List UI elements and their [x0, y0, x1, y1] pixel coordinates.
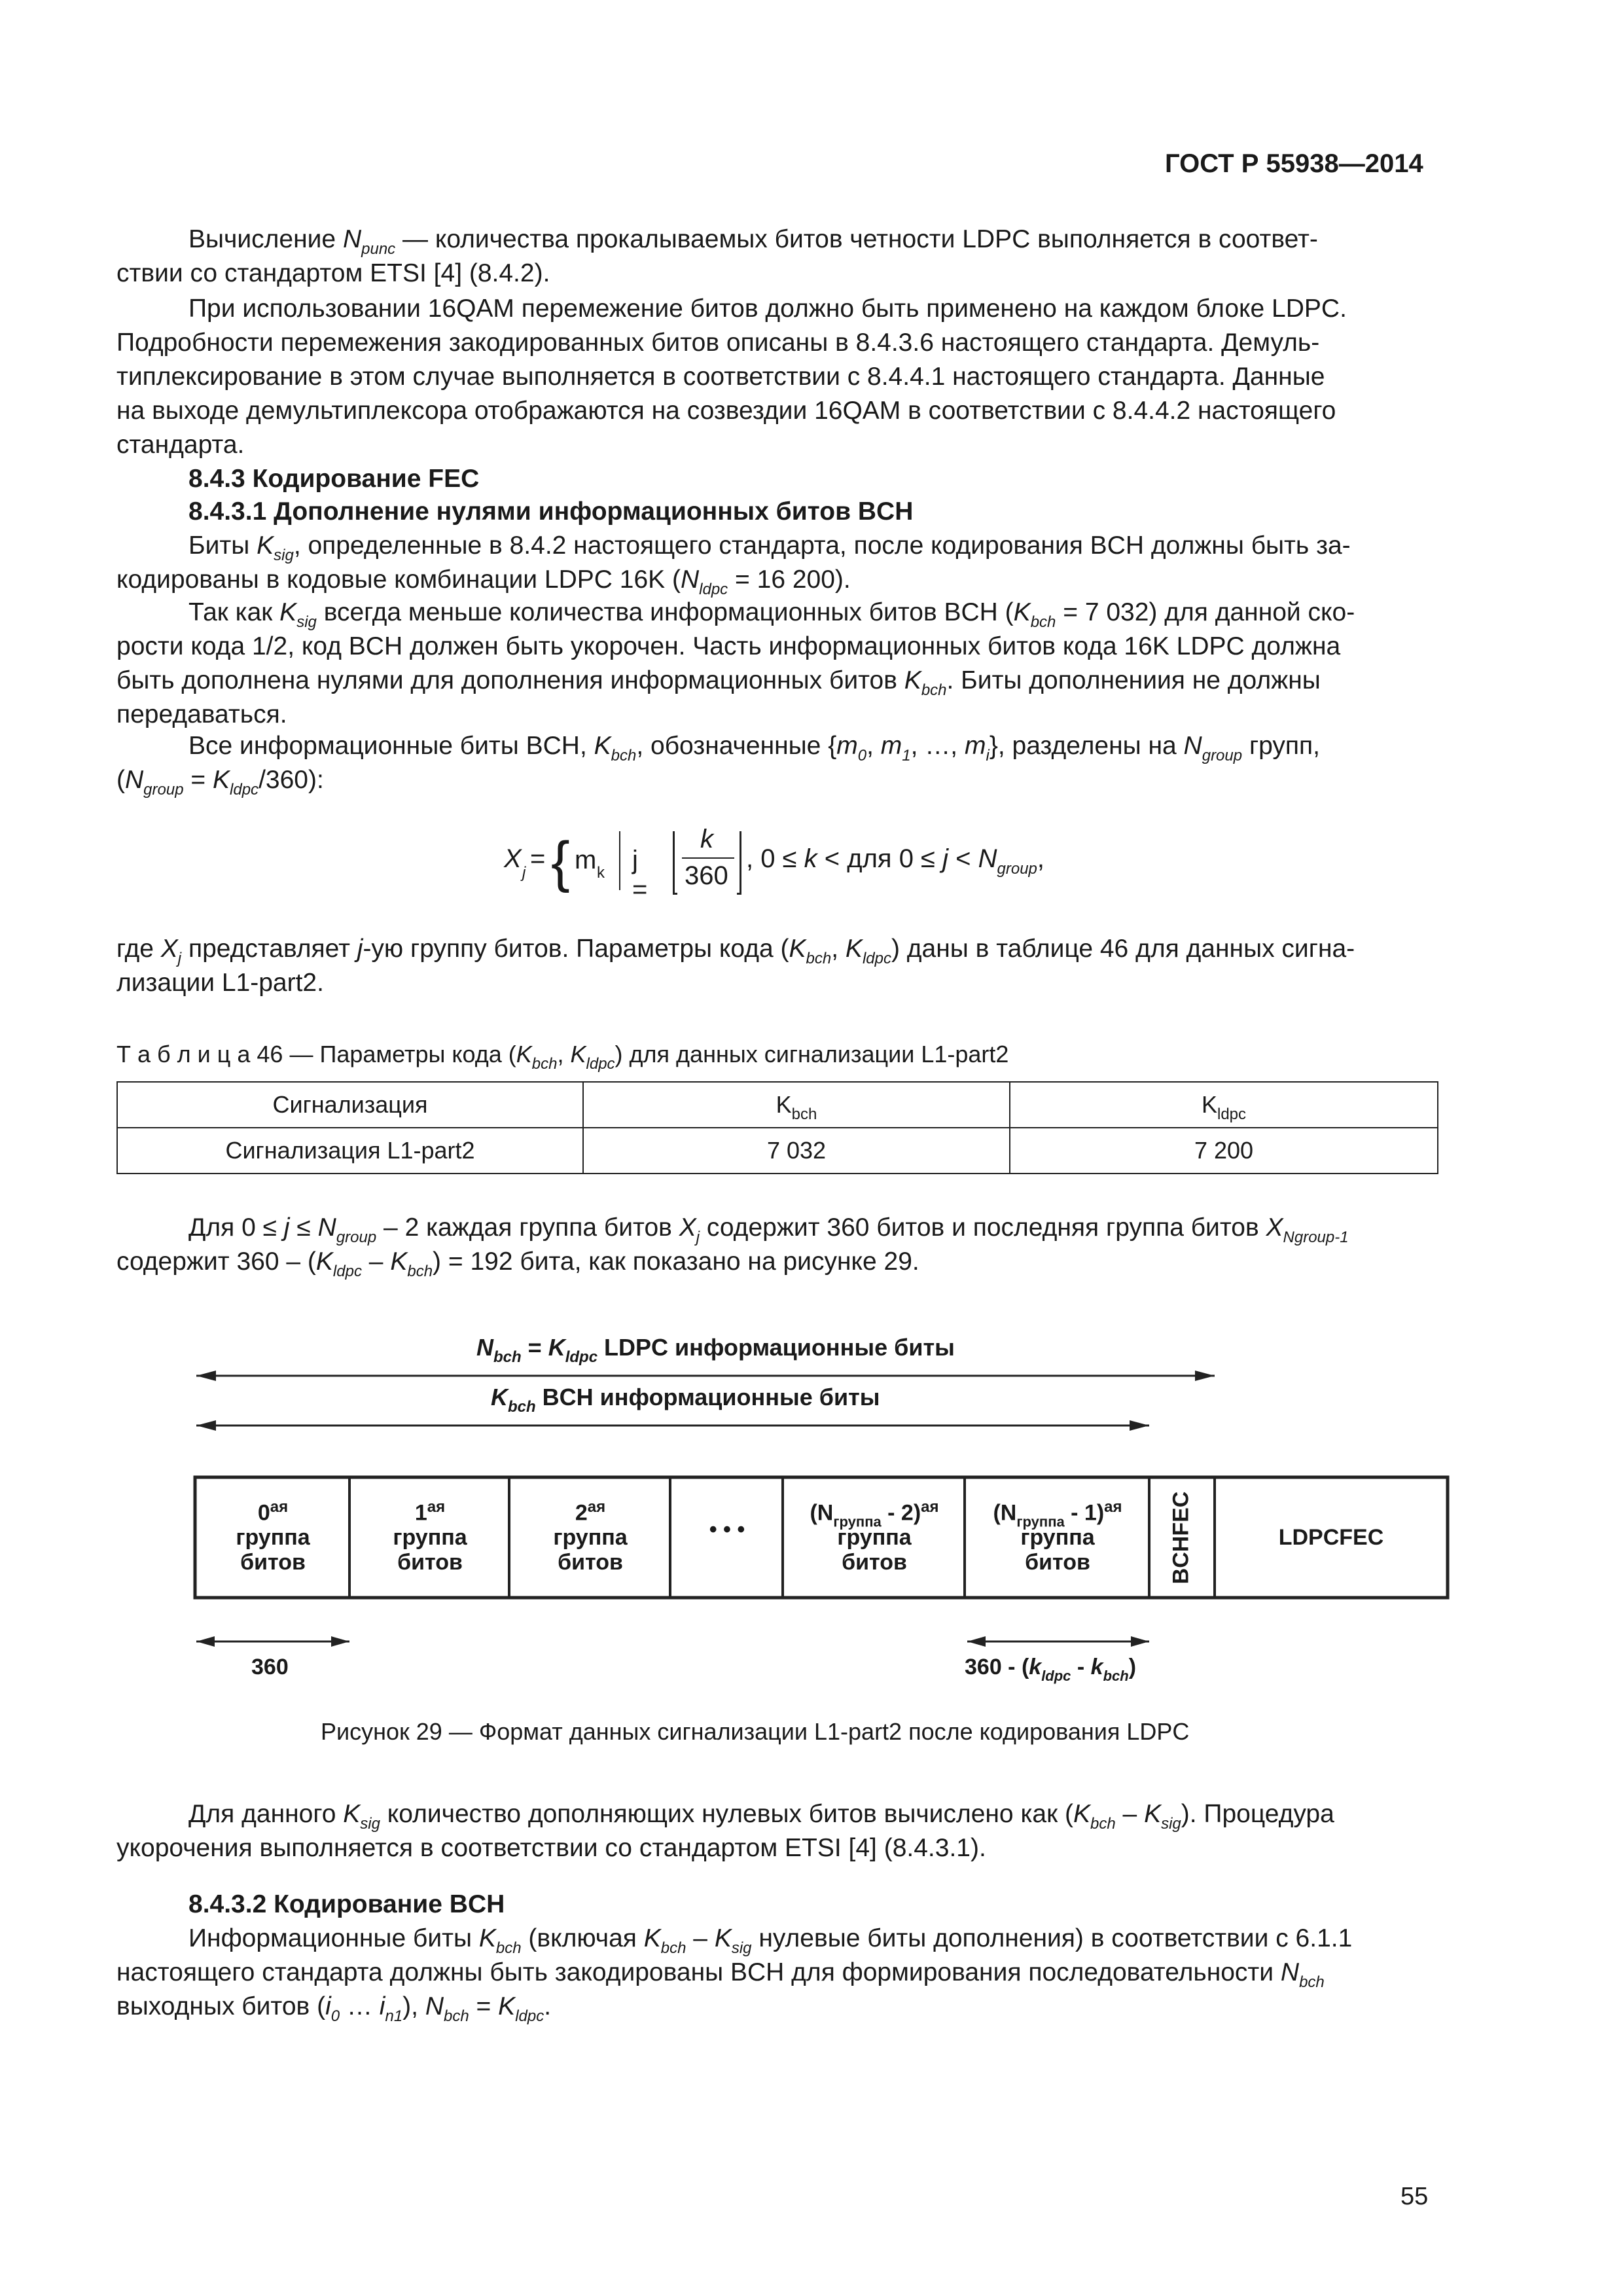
- figure-caption: Рисунок 29 — Формат данных сигнализации L1-part2 после кодирования LDPC: [321, 1718, 1190, 1745]
- paragraph-16qam: При использовании 16QAM перемежение битов должно быть применено на каждом блоке LDPC. Подробности перемежения закодированных битов описаны в 8.4.3.6 настоящего стандарта. Демуль- типлексирование в этом случае выполняется в соответствии с 8.4.4.1 настоящего стандарта. Данные на выходе демультиплексора отображаются на созвездии 16QAM в соответствии с 8.4.4.2 настоящего стандарта.: [116, 295, 1347, 459]
- bchfec-cell: BCHFEC: [1168, 1491, 1194, 1585]
- header-kldpc: $K_{ldpc}$: [1010, 1082, 1438, 1128]
- paragraph-npunc: Вычисление $N_{punc}$ — количества прокалываемых битов четности LDPC выполняется в соответ- ствии со стандартом ETSI [4] (8.4.2).: [116, 225, 1318, 287]
- paragraph-group-sizes: Для $0 \le j \le N_{group} - 2$ каждая группа битов $X_j$ содержит 360 битов и последняя группа битов $X_{Ngroup-1}$ содержит $360 - (K_{ldpc} - K_{bch}) = 192$ бита, как показано на рисунке 29.: [116, 1213, 1349, 1280]
- ldpcfec-cell: LDPCFEC: [1278, 1525, 1384, 1550]
- paragraph-shortening: Так как $K_{sig}$ всегда меньше количества информационных битов BCH ($K_{bch} = 7$ 032) для данной ско- рости кода 1/2, код BCH должен быть укорочен. Часть информационных битов кода 16K LDPC должна быть дополнена нулями для дополнения информационных битов $K_{bch}$. Биты дополнениия не должны передаваться.: [116, 598, 1355, 728]
- figure-label-kbch: $K_{bch}$ BCH информационные биты: [491, 1384, 880, 1416]
- heading-8-4-3-2: 8.4.3.2 Кодирование BCH: [188, 1890, 505, 1918]
- group-0-cell: $0^{ая}$ группа битов: [236, 1498, 310, 1575]
- paragraph-bch-encoding: Информационные биты $K_{bch}$ (включая $K_{bch} - K_{sig}$ нулевые биты дополнения) в соответствии с 6.1.1 настоящего стандарта должны быть закодированы BCH для формирования последовательности $N_{bch}$ выходных битов ($i_0$ … $i_{n1}$), $N_{bch} = K_{ldpc}$.: [116, 1924, 1353, 2025]
- group-n-2-cell: $(N_{группа} - 2)^{ая}$ группа битов: [810, 1498, 939, 1575]
- cell-kldpc: 7 200: [1010, 1128, 1438, 1174]
- cell-signalling: Сигнализация L1-part2: [117, 1128, 583, 1174]
- group-n-1-cell: $(N_{группа} - 1)^{ая}$ группа битов: [993, 1498, 1122, 1575]
- table-row: [117, 1128, 1438, 1174]
- figure-label-nbch: $N_{bch} = K_{ldpc}$ LDPC информационные биты: [476, 1334, 955, 1366]
- header-kbch: $K_{bch}$: [583, 1082, 1010, 1128]
- group-2-cell: $2^{ая}$ группа битов: [553, 1498, 628, 1575]
- paragraph-groups: Все информационные биты BCH, $K_{bch}$, обозначенные {$m_0$, $m_1$, …, $m_i$}, разделены на $N_{group}$ групп, $(N_{group} = K_{ldpc}/360)$:: [116, 732, 1320, 798]
- table-header-row: [117, 1082, 1438, 1128]
- document-id: ГОСТ Р 55938—2014: [1165, 149, 1423, 178]
- paragraph-padding-bits: Для данного $K_{sig}$ количество дополняющих нулевых битов вычислено как $(K_{bch} - K_{sig})$. Процедура укорочения выполняется в соответствии со стандартом ETSI [4] (8.4.3.1).: [116, 1800, 1334, 1862]
- label-360: 360: [251, 1655, 289, 1679]
- label-360-minus: $360 - (k_{ldpc} - k_{bch})$: [965, 1655, 1137, 1684]
- cell-kbch: 7 032: [583, 1128, 1010, 1174]
- table-46: [116, 1081, 1438, 1174]
- heading-8-4-3-1: 8.4.3.1 Дополнение нулями информационных битов BCH: [188, 497, 914, 526]
- paragraph-ksig: Биты $K_{sig}$, определенные в 8.4.2 настоящего стандарта, после кодирования BCH должны быть за- кодированы в кодовые комбинации LDPC 16K ($N_{ldpc} = 16$ 200).: [116, 531, 1351, 598]
- paragraph-xj-group: где $X_j$ представляет j-ую группу битов. Параметры кода ($K_{bch}$, $K_{ldpc}$) даны в таблице 46 для данных сигна- лизации L1-part2.: [116, 935, 1355, 997]
- page-number: 55: [1400, 2183, 1429, 2210]
- ellipsis-cell: • • •: [709, 1517, 745, 1542]
- table-caption: Т а б л и ц а 46 — Параметры кода ($K_{bch}$, $K_{ldpc}$) для данных сигнализации L1-part2: [116, 1041, 1009, 1073]
- group-1-cell: $1^{ая}$ группа битов: [393, 1498, 467, 1575]
- heading-8-4-3: 8.4.3 Кодирование FEC: [188, 465, 480, 493]
- header-signalling: Сигнализация: [117, 1082, 583, 1128]
